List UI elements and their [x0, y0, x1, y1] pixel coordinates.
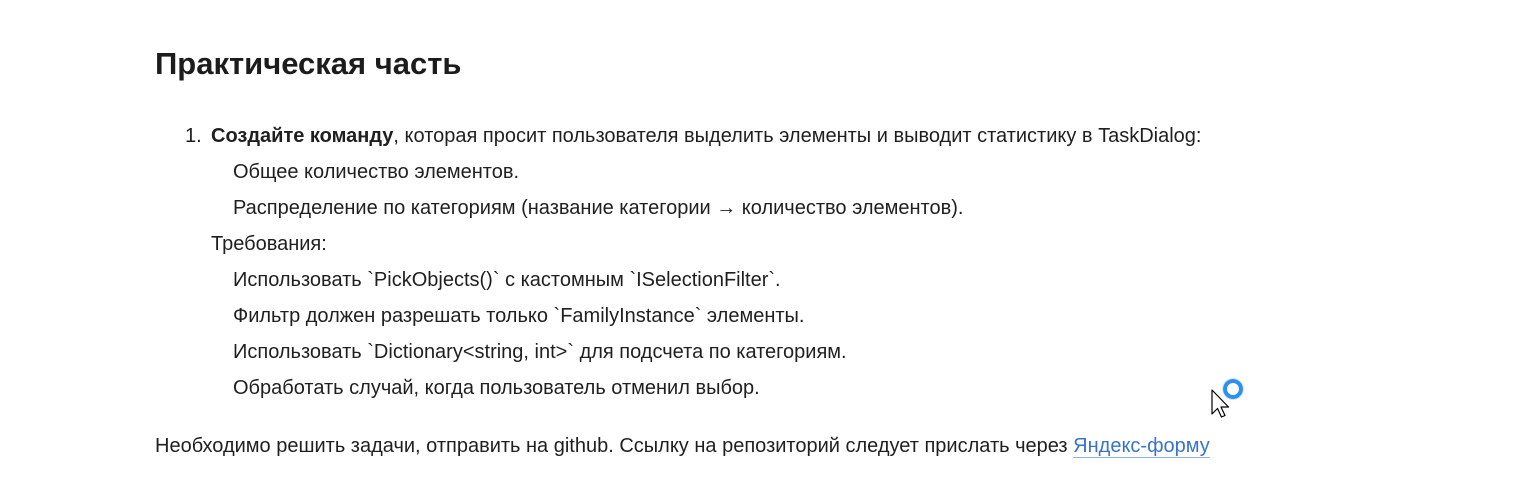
task-item-1: [185, 118, 1385, 154]
requirement-item: Фильтр должен разрешать только `FamilyInstance` элементы.: [233, 305, 805, 327]
requirement-item: Обработать случай, когда пользователь отменил выбор.: [233, 377, 760, 399]
busy-pointer-icon: [1210, 378, 1250, 418]
task-number: 1.: [185, 125, 202, 147]
task-list: [185, 118, 1385, 406]
output-item: Распределение по категориям (название категории → количество элементов).: [233, 197, 964, 219]
yandex-form-link[interactable]: Яндекс-форму: [1073, 435, 1210, 457]
output-item: Общее количество элементов.: [233, 161, 520, 183]
section-title: Практическая часть: [155, 46, 462, 81]
requirement-item: Использовать `PickObjects()` с кастомным `ISelectionFilter`.: [233, 269, 781, 291]
requirement-item: Использовать `Dictionary<string, int>` для подсчета по категориям.: [233, 341, 847, 363]
footer-paragraph: [155, 428, 1210, 464]
requirements-heading: Требования:: [211, 233, 327, 255]
footer-text: Необходимо решить задачи, отправить на github. Ссылку на репозиторий следует прислать через: [155, 435, 1074, 457]
task-lead-text: , которая просит пользователя выделить элементы и выводит статистику в TaskDialog:: [393, 125, 1202, 147]
task-lead-bold: Создайте команду: [211, 125, 394, 147]
